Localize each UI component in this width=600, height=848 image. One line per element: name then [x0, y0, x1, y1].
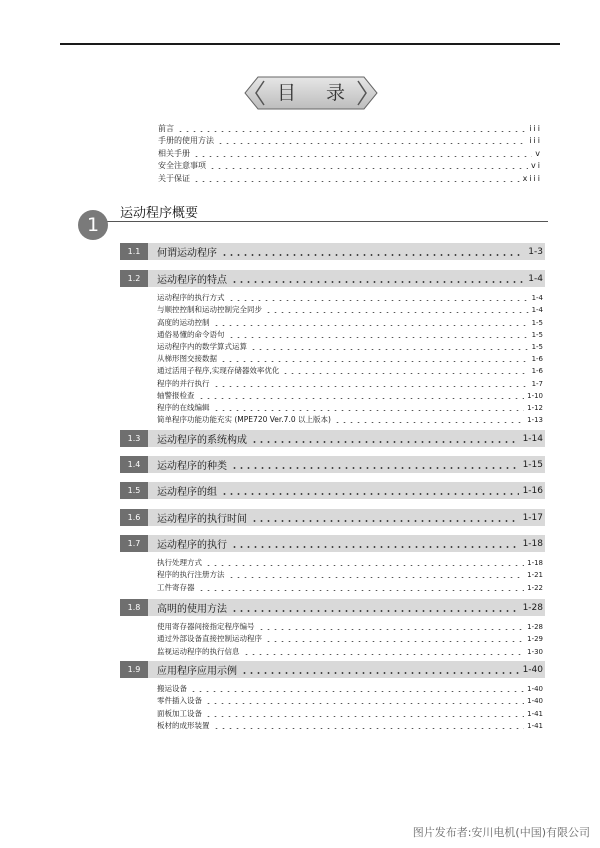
dot-leader: [228, 337, 529, 338]
subsection-list: [157, 292, 543, 426]
toc-entry-page: v: [535, 148, 542, 158]
dot-leader: [205, 565, 524, 566]
toc-entry-page: 1-41: [527, 721, 543, 730]
section-header-bar[interactable]: [120, 482, 545, 499]
section-number-badge: 1.2: [120, 270, 148, 287]
toc-entry-page: 1-40: [527, 697, 543, 706]
dot-leader: [213, 410, 525, 411]
toc-entry[interactable]: [157, 341, 543, 353]
toc-entry[interactable]: [157, 645, 543, 657]
section-title: 何谓运动程序: [157, 248, 217, 259]
toc-entry[interactable]: [157, 390, 543, 402]
chapter-rule: [104, 221, 548, 222]
dot-leader: [258, 629, 525, 630]
subsection-list: [157, 557, 543, 594]
toc-entry-page: 1-7: [531, 379, 543, 388]
dot-leader: [209, 168, 528, 169]
dot-leader: [231, 546, 519, 548]
toc-entry-page: 1-22: [527, 583, 543, 592]
toc-entry-title: 零件插入设备: [157, 696, 202, 706]
dot-leader: [198, 398, 525, 399]
dot-leader: [241, 672, 519, 674]
dot-leader: [265, 641, 524, 642]
section-header-bar[interactable]: [120, 661, 545, 678]
dot-leader: [193, 181, 520, 182]
toc-entry[interactable]: [157, 695, 543, 707]
section-header-bar[interactable]: [120, 599, 545, 616]
toc-section: [120, 535, 545, 594]
section-title: 运动程序的组: [157, 487, 217, 498]
toc-entry-page: 1-4: [531, 306, 543, 315]
dot-leader: [243, 654, 525, 655]
toc-entry-page: 1-30: [527, 647, 543, 656]
chapter-heading: [78, 198, 548, 240]
toc-entry-page: 1-13: [527, 416, 543, 425]
dot-leader: [221, 254, 524, 256]
dot-leader: [231, 610, 519, 612]
toc-title-banner: [244, 76, 378, 110]
toc-entry-page: iii: [529, 123, 542, 133]
dot-leader: [251, 520, 519, 522]
toc-entry-page: vi: [531, 161, 542, 170]
dot-leader: [205, 703, 524, 704]
section-number-badge: 1.1: [120, 243, 148, 260]
toc-entry-page: 1-5: [531, 342, 543, 351]
toc-entry[interactable]: [157, 304, 543, 316]
toc-entry[interactable]: [157, 557, 543, 569]
toc-entry-title: 程序的在线编辑: [157, 402, 210, 412]
dot-leader: [205, 716, 524, 717]
dot-leader: [213, 728, 525, 729]
toc-entry[interactable]: [157, 365, 543, 377]
toc-entry[interactable]: [157, 633, 543, 645]
toc-entry-title: 关于保证: [158, 173, 190, 183]
toc-entry[interactable]: [157, 316, 543, 328]
toc-entry[interactable]: [157, 720, 543, 732]
toc-entry-title: 运动程序的执行方式: [157, 293, 225, 303]
section-title: 运动程序的特点: [157, 275, 227, 286]
dot-leader: [190, 691, 524, 692]
toc-entry-title: 高度的运动控制: [157, 317, 210, 327]
toc-entry[interactable]: [157, 569, 543, 581]
top-rule: [60, 43, 560, 45]
section-header-bar[interactable]: [120, 456, 545, 473]
toc-entry-title: 安全注意事项: [158, 161, 206, 170]
section-number-badge: 1.5: [120, 482, 148, 499]
toc-section: [120, 599, 545, 658]
toc-entry-page: 1-29: [527, 635, 543, 644]
section-page: 1-16: [522, 485, 543, 496]
section-title: 运动程序的种类: [157, 461, 227, 472]
dot-leader: [213, 325, 529, 326]
toc-entry[interactable]: [157, 353, 543, 365]
toc-entry[interactable]: [157, 414, 543, 426]
toc-entry-title: 面板加工设备: [157, 708, 202, 718]
toc-entry[interactable]: [157, 707, 543, 719]
toc-entry[interactable]: [157, 683, 543, 695]
dot-leader: [177, 131, 526, 132]
dot-leader: [213, 386, 529, 387]
toc-entry-title: 监视运动程序的执行信息: [157, 646, 240, 656]
dot-leader: [217, 143, 526, 144]
toc-entry-title: 工件寄存器: [157, 582, 195, 592]
toc-entry-page: 1-5: [531, 318, 543, 327]
dot-leader: [198, 590, 525, 591]
section-header-bar[interactable]: [120, 535, 545, 552]
toc-entry[interactable]: [158, 172, 542, 185]
toc-section: [120, 661, 545, 732]
toc-entry[interactable]: [157, 621, 543, 633]
section-title: 高明的使用方法: [157, 604, 227, 615]
toc-entry-title: 与顺控控制和运动控制完全同步: [157, 305, 262, 315]
section-page: 1-3: [528, 246, 543, 257]
section-page: 1-28: [522, 602, 543, 613]
dot-leader: [228, 577, 525, 578]
toc-entry-page: xiii: [522, 173, 542, 183]
toc-entry[interactable]: [158, 160, 542, 173]
toc-entry-page: 1-6: [531, 367, 543, 376]
section-number-badge: 1.9: [120, 661, 148, 678]
toc-entry-page: 1-41: [527, 709, 543, 718]
section-number-badge: 1.3: [120, 430, 148, 447]
toc-entry-page: 1-10: [527, 391, 543, 400]
footer-credit: 图片发布者:安川电机(中国)有限公司: [412, 826, 590, 839]
section-page: 1-15: [522, 459, 543, 470]
toc-entry-title: 通俗易懂的命令语句: [157, 329, 225, 339]
dot-leader: [220, 361, 529, 362]
dot-leader: [231, 467, 519, 469]
toc-entry-title: 手册的使用方法: [158, 136, 214, 145]
subsection-list: [157, 621, 543, 658]
dot-leader: [193, 156, 532, 157]
section-header-bar[interactable]: [120, 509, 545, 526]
section-title: 应用程序应用示例: [157, 666, 237, 677]
dot-leader: [228, 300, 529, 301]
toc-entry-title: 程序的并行执行: [157, 378, 210, 388]
section-header-bar[interactable]: [120, 270, 545, 287]
toc-entry[interactable]: [157, 329, 543, 341]
toc-entry[interactable]: [158, 147, 542, 160]
toc-entry[interactable]: [158, 135, 542, 148]
section-page: 1-40: [522, 664, 543, 675]
section-page: 1-17: [522, 512, 543, 523]
dot-leader: [231, 281, 524, 283]
toc-entry-page: 1-21: [527, 571, 543, 580]
toc-entry-title: 前言: [158, 123, 174, 133]
dot-leader: [334, 422, 524, 423]
section-title: 运动程序的执行时间: [157, 514, 247, 525]
toc-entry-page: iii: [529, 136, 542, 145]
section-number-badge: 1.6: [120, 509, 148, 526]
section-header-bar[interactable]: [120, 243, 545, 260]
page-title: 目 录: [276, 82, 358, 104]
toc-section: [120, 270, 545, 426]
toc-entry-title: 通过活用子程序,实现存储器效率优化: [157, 366, 280, 376]
toc-entry-title: 搬运设备: [157, 684, 187, 694]
toc-entry-page: 1-40: [527, 685, 543, 694]
toc-entry-title: 使用寄存器间接指定程序编号: [157, 622, 255, 632]
dot-leader: [282, 373, 528, 374]
toc-entry-title: 程序的执行注册方法: [157, 570, 225, 580]
chapter-number-badge: 1: [78, 210, 108, 240]
section-number-badge: 1.8: [120, 599, 148, 616]
section-page: 1-14: [522, 433, 543, 444]
toc-section: [120, 456, 545, 473]
toc-entry-page: 1-4: [531, 294, 543, 303]
toc-section: [120, 509, 545, 526]
toc-section: [120, 482, 545, 499]
toc-entry-title: 相关手册: [158, 148, 190, 158]
toc-entry-page: 1-12: [527, 403, 543, 412]
front-matter-list: [158, 122, 542, 185]
toc-entry-title: 轴警报检查: [157, 390, 195, 400]
toc-entry[interactable]: [157, 402, 543, 414]
toc-entry[interactable]: [158, 122, 542, 135]
toc-section: [120, 243, 545, 260]
section-number-badge: 1.7: [120, 535, 148, 552]
chapter-title: 运动程序概要: [120, 206, 199, 221]
section-number-badge: 1.4: [120, 456, 148, 473]
dot-leader: [250, 349, 529, 350]
toc-section: [120, 430, 545, 447]
toc-entry[interactable]: [157, 292, 543, 304]
toc-entry-title: 通过外部设备直接控制运动程序: [157, 634, 262, 644]
toc-entry-page: 1-5: [531, 330, 543, 339]
toc-entry-title: 板材的成形装置: [157, 720, 210, 730]
section-header-bar[interactable]: [120, 430, 545, 447]
toc-entry-page: 1-18: [527, 559, 543, 568]
section-title: 运动程序的执行: [157, 540, 227, 551]
section-title: 运动程序的系统构成: [157, 435, 247, 446]
toc-entry-title: 运动程序内的数学算式运算: [157, 341, 247, 351]
section-page: 1-18: [522, 538, 543, 549]
subsection-list: [157, 683, 543, 732]
dot-leader: [221, 493, 519, 495]
toc-entry-page: 1-6: [531, 355, 543, 364]
toc-entry[interactable]: [157, 581, 543, 593]
toc-entry[interactable]: [157, 377, 543, 389]
toc-entry-title: 从梯形图交接数据: [157, 354, 217, 364]
toc-entry-page: 1-28: [527, 623, 543, 632]
section-page: 1-4: [528, 273, 543, 284]
dot-leader: [265, 312, 529, 313]
dot-leader: [251, 441, 519, 443]
toc-entry-title: 执行处理方式: [157, 558, 202, 568]
toc-entry-title: 简单程序功能功能充实 (MPE720 Ver.7.0 以上版本): [157, 415, 331, 425]
